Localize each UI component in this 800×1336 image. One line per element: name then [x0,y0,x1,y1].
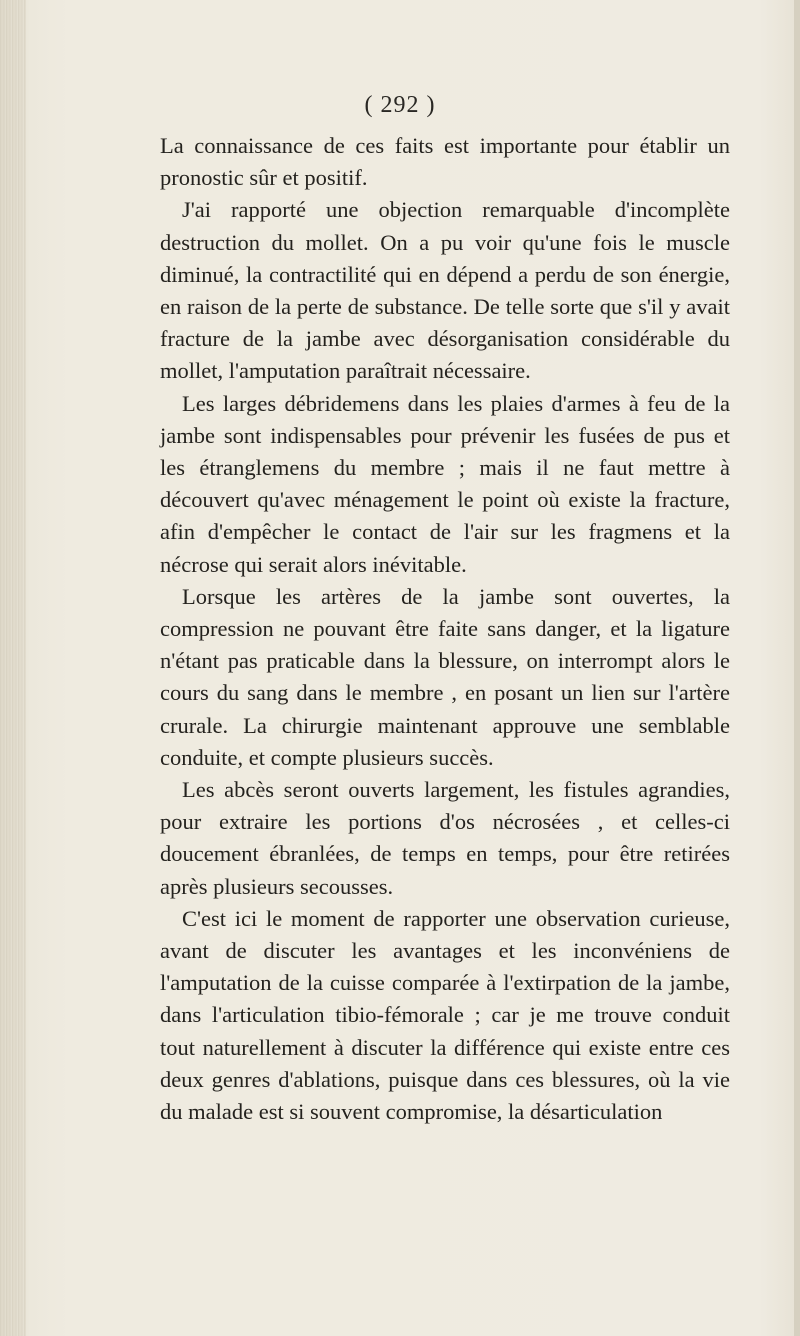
page-gutter [0,0,26,1336]
paragraph: C'est ici le moment de rapporter une observation curieuse, avant de discuter les avantages et les inconvéniens de l'amputation de la cuisse comparée à l'extirpation de la jambe, dans l'articulation tibio-fémorale ; car je me trouve conduit tout naturellement à discuter la différence qui existe entre ces deux genres d'ablations, puisque dans ces blessures, où la vie du malade est si souvent compromise, la désarticulation [160,905,730,1125]
body-text [160,130,730,1128]
paragraph: Les abcès seront ouverts largement, les fistules agrandies, pour extraire les portions d'os nécrosées , et celles-ci doucement ébranlées, de temps en temps, pour être retirées après plusieurs secousses. [160,777,730,899]
paragraph: La connaissance de ces faits est importante pour établir un pronostic sûr et positif. [160,133,730,191]
paragraph: Lorsque les artères de la jambe sont ouvertes, la compression ne pouvant être faite sans danger, et la ligature n'étant pas praticable dans la blessure, on interrompt alors le cours du sang dans le membre , en posant un lien sur l'artère crurale. La chirurgie maintenant approuve une semblable conduite, et compte plusieurs succès. [160,583,730,770]
page-edge [794,0,800,1336]
page-number: ( 292 ) [364,92,436,118]
paragraph: J'ai rapporté une objection remarquable d'incomplète destruction du mollet. On a pu voir qu'une fois le muscle diminué, la contractilité qui en dépend a perdu de son énergie, en raison de la perte de substance. De telle sorte que s'il y avait fracture de la jambe avec désorganisation considérable du mollet, l'amputation paraîtrait nécessaire. [160,197,730,384]
paragraph: Les larges débridemens dans les plaies d'armes à feu de la jambe sont indispensables pour prévenir les fusées de pus et les étranglemens du membre ; mais il ne faut mettre à découvert qu'avec ménagement le point où existe la fracture, afin d'empêcher le contact de l'air sur les fragmens et la nécrose qui serait alors inévitable. [160,390,730,577]
